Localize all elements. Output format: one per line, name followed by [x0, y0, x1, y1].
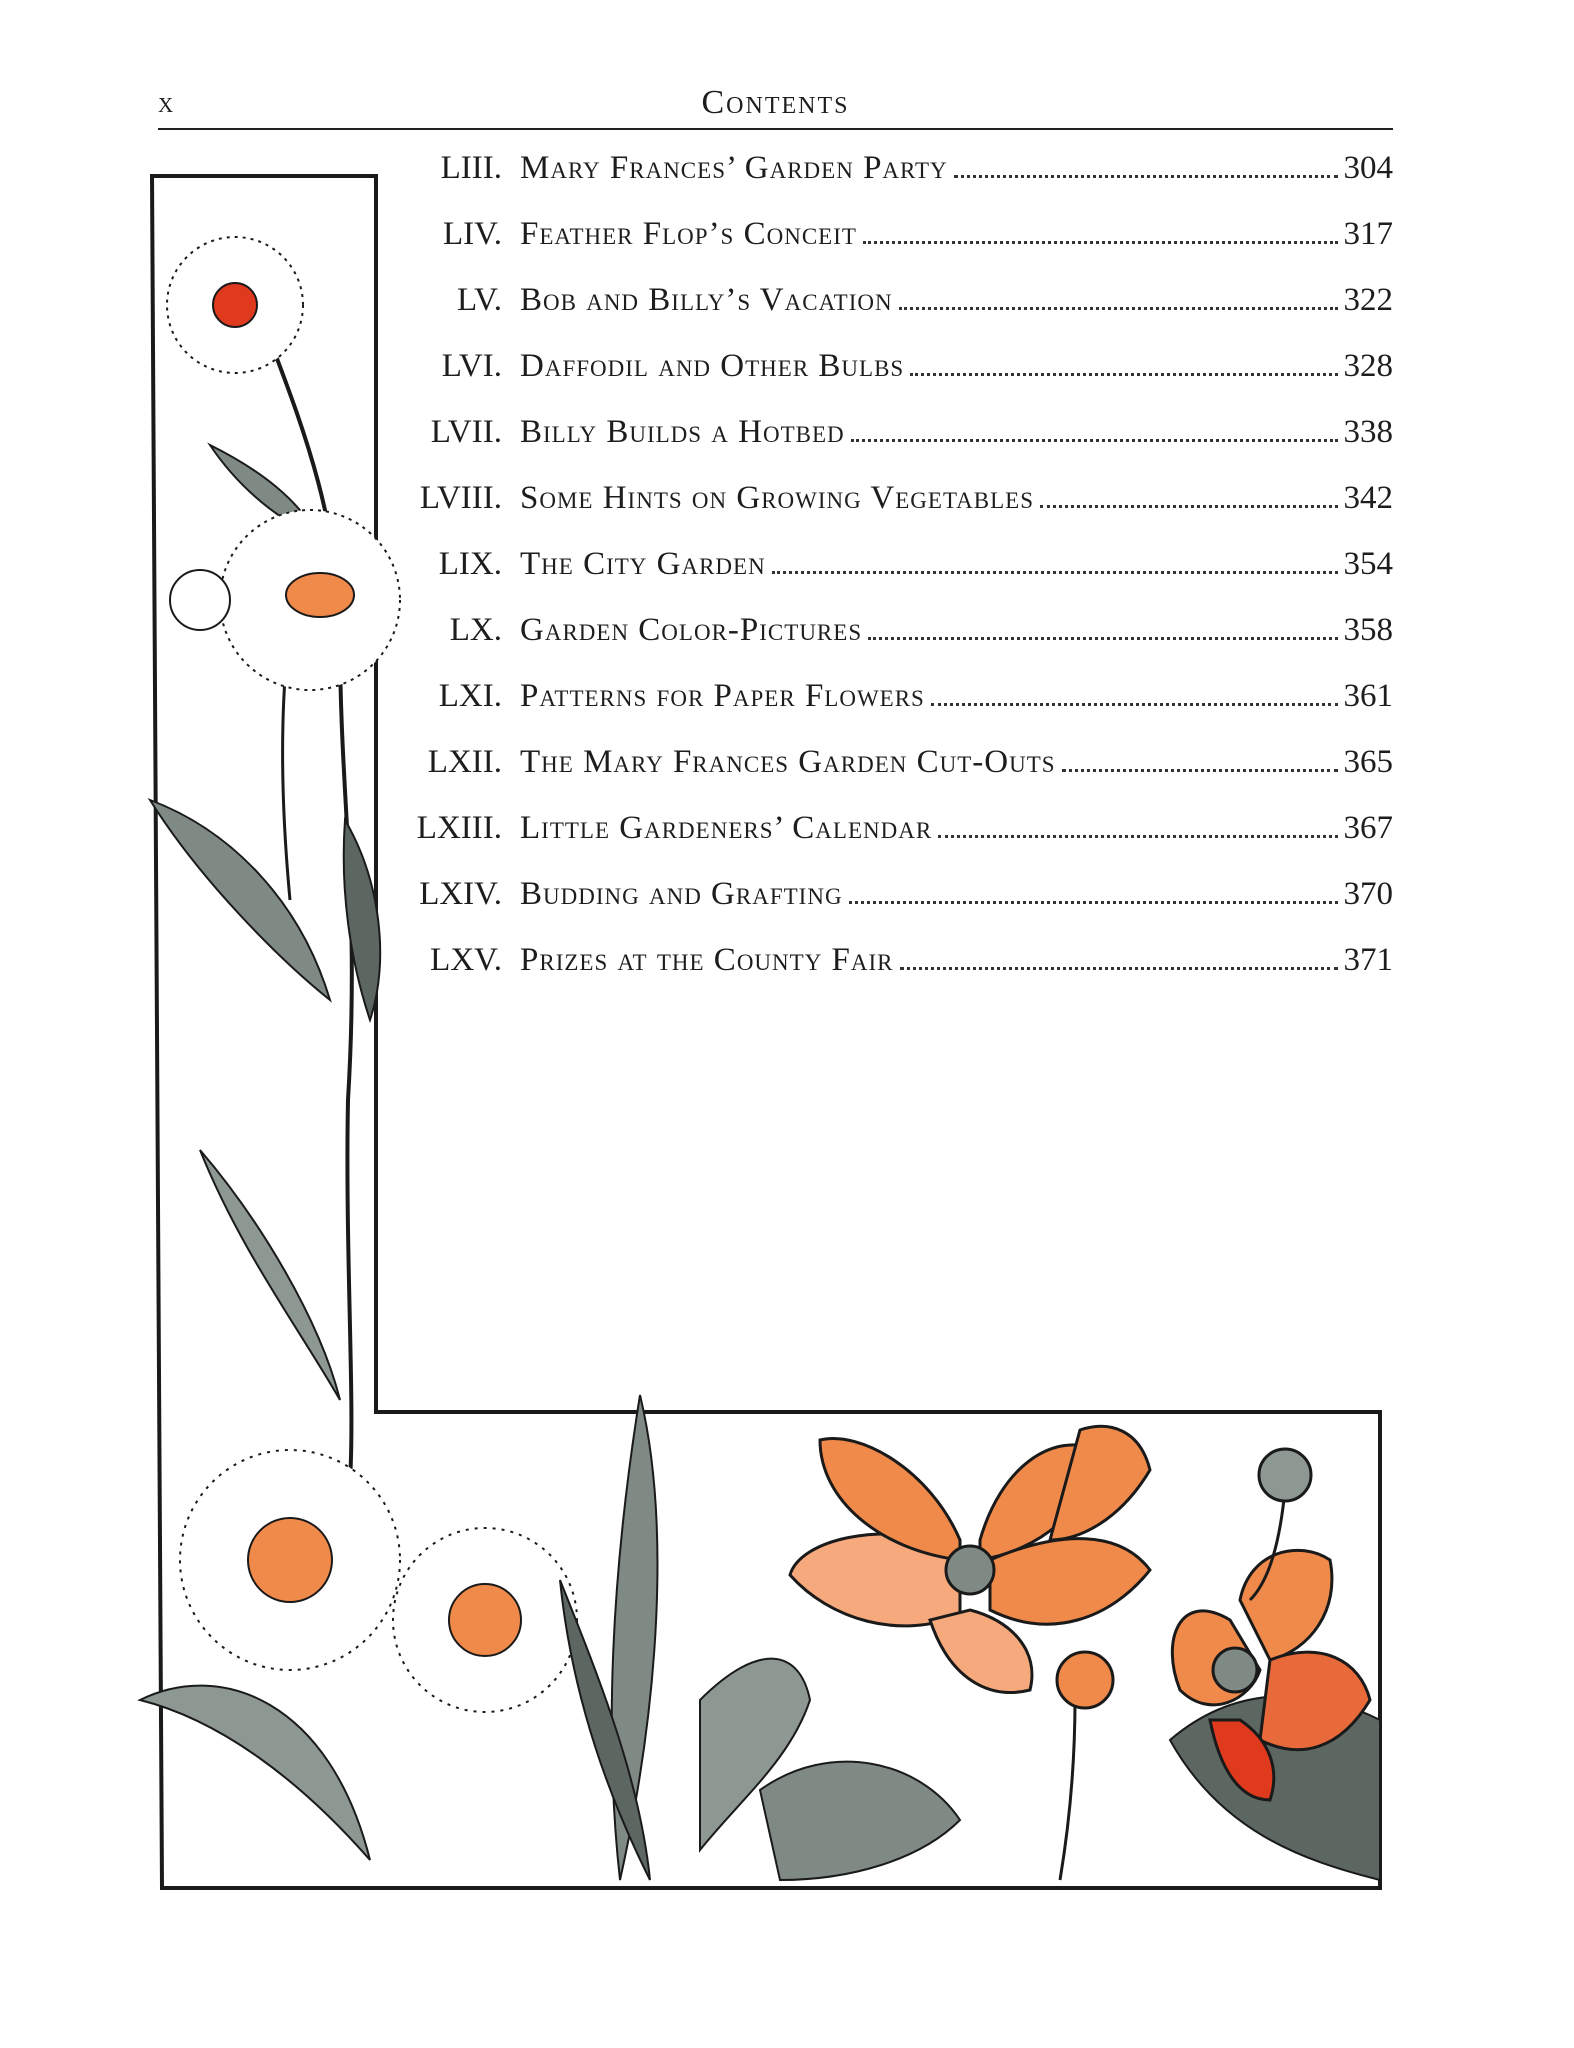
- chapter-page: 367: [1343, 810, 1393, 846]
- chapter-title: Budding and Grafting: [520, 876, 843, 912]
- chapter-page: 317: [1343, 216, 1393, 252]
- toc-entry: [390, 348, 1393, 414]
- toc-entry: [390, 150, 1393, 216]
- chapter-title: The City Garden: [520, 546, 766, 582]
- leaf-icon: [150, 340, 380, 1480]
- chapter-title: Mary Frances’ Garden Party: [520, 150, 948, 186]
- dot-leader: [1040, 504, 1338, 508]
- chapter-page: 361: [1343, 678, 1393, 714]
- chapter-title: The Mary Frances Garden Cut-Outs: [520, 744, 1056, 780]
- poppy-icon: [1172, 1550, 1370, 1800]
- page-title: Contents: [701, 84, 850, 121]
- chapter-numeral: LXIII.: [416, 810, 502, 846]
- dot-leader: [938, 834, 1337, 838]
- daisy-icon: [170, 510, 400, 690]
- chapter-page: 328: [1343, 348, 1393, 384]
- chapter-numeral: LX.: [449, 612, 502, 648]
- chapter-numeral: LVII.: [430, 414, 502, 450]
- poppy-icon: [790, 1426, 1150, 1692]
- chapter-page: 304: [1343, 150, 1393, 186]
- bud-icon: [170, 570, 230, 630]
- dot-leader: [868, 636, 1337, 640]
- dot-leader: [1062, 768, 1338, 772]
- toc-entry: [390, 876, 1393, 942]
- chapter-title: Billy Builds a Hotbed: [520, 414, 845, 450]
- running-head: [158, 82, 1393, 122]
- chapter-page: 370: [1343, 876, 1393, 912]
- dot-leader: [772, 570, 1338, 574]
- chapter-numeral: LXV.: [430, 942, 502, 978]
- toc-entry: [390, 810, 1393, 876]
- dot-leader: [931, 702, 1338, 706]
- chapter-title: Little Gardeners’ Calendar: [520, 810, 933, 846]
- page-number: x: [158, 86, 174, 119]
- table-of-contents: [390, 150, 1393, 1008]
- toc-entry: [390, 282, 1393, 348]
- chapter-numeral: LXI.: [438, 678, 502, 714]
- chapter-page: 358: [1343, 612, 1393, 648]
- dot-leader: [954, 174, 1338, 178]
- toc-entry: [390, 546, 1393, 612]
- chapter-numeral: LVI.: [441, 348, 502, 384]
- toc-entry: [390, 678, 1393, 744]
- chapter-numeral: LXII.: [427, 744, 502, 780]
- daisy-icon: [393, 1528, 577, 1712]
- chapter-title: Daffodil and Other Bulbs: [520, 348, 905, 384]
- chapter-numeral: LIX.: [438, 546, 502, 582]
- chapter-page: 338: [1343, 414, 1393, 450]
- toc-entry: [390, 480, 1393, 546]
- toc-entry: [390, 744, 1393, 810]
- chapter-numeral: LXIV.: [419, 876, 502, 912]
- dot-leader: [863, 240, 1338, 244]
- chapter-numeral: LIII.: [440, 150, 502, 186]
- dot-leader: [849, 900, 1338, 904]
- chapter-page: 371: [1343, 942, 1393, 978]
- dot-leader: [899, 306, 1338, 310]
- chapter-title: Feather Flop’s Conceit: [520, 216, 857, 252]
- chapter-title: Patterns for Paper Flowers: [520, 678, 925, 714]
- chapter-page: 322: [1343, 282, 1393, 318]
- chapter-page: 365: [1343, 744, 1393, 780]
- daisy-icon: [167, 237, 303, 373]
- header-rule: [158, 128, 1393, 130]
- toc-entry: [390, 414, 1393, 480]
- chapter-title: Bob and Billy’s Vacation: [520, 282, 893, 318]
- chapter-title: Some Hints on Growing Vegetables: [520, 480, 1034, 516]
- dot-leader: [851, 438, 1338, 442]
- dot-leader: [900, 966, 1338, 970]
- leaf-icon: [140, 1395, 1380, 1880]
- chapter-numeral: LV.: [457, 282, 502, 318]
- daisy-icon: [180, 1450, 400, 1670]
- toc-entry: [390, 216, 1393, 282]
- chapter-numeral: LIV.: [443, 216, 502, 252]
- chapter-page: 342: [1343, 480, 1393, 516]
- toc-entry: [390, 942, 1393, 1008]
- chapter-page: 354: [1343, 546, 1393, 582]
- chapter-numeral: LVIII.: [419, 480, 502, 516]
- chapter-title: Prizes at the County Fair: [520, 942, 894, 978]
- chapter-title: Garden Color-Pictures: [520, 612, 863, 648]
- bud-icon: [1057, 1449, 1311, 1880]
- toc-entry: [390, 612, 1393, 678]
- dot-leader: [910, 372, 1337, 376]
